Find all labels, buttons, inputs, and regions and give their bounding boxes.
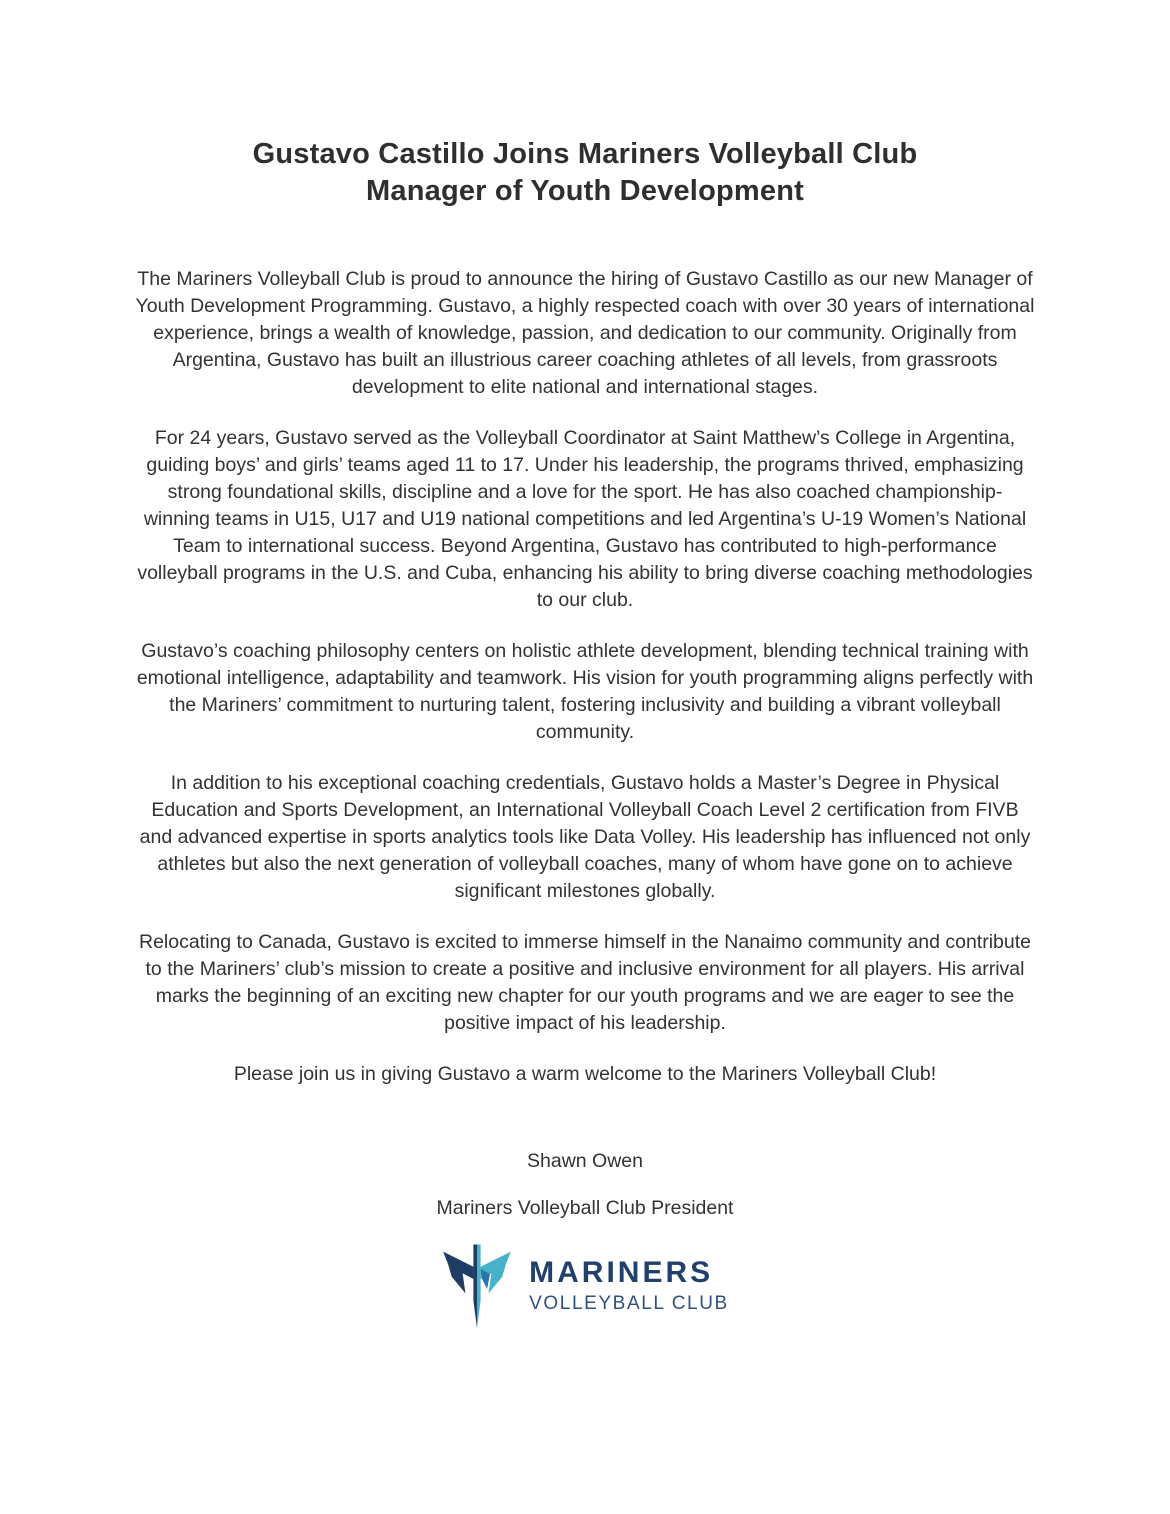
logo-subtitle: VOLLEYBALL CLUB (529, 1293, 729, 1314)
paragraph-credentials: In addition to his exceptional coaching credentials, Gustavo holds a Master’s Degree in Physical Education and Sports Development, an International Volleyball Coach Level 2 certification from FIVB and advanced expertise in sports analytics tools like Data Volley. His leadership has influenced not only athletes but also the next generation of volleyball coaches, many of whom have gone on to achieve significant milestones globally. (139, 772, 1031, 902)
logo-center-spike-left (474, 1244, 478, 1328)
title-line-1: Gustavo Castillo Joins Mariners Volleyball Club (252, 138, 918, 170)
club-logo (135, 1243, 1035, 1328)
paragraph-experience: For 24 years, Gustavo served as the Volleyball Coordinator at Saint Matthew’s College in Argentina, guiding boys’ and girls’ teams aged 11 to 17. Under his leadership, the programs thrived, emphasizing strong foundational skills, discipline and a love for the sport. He has also coached championship-winning teams in U15, U17 and U19 national competitions and led Argentina’s U-19 Women’s National Team to international success. Beyond Argentina, Gustavo has contributed to high-performance volleyball programs in the U.S. and Cuba, enhancing his ability to bring diverse coaching methodologies to our club. (137, 427, 1033, 611)
signature-name: Shawn Owen (527, 1150, 643, 1172)
logo-wordmark: MARINERS (529, 1256, 714, 1289)
document-title (135, 136, 1035, 210)
paragraph-intro: The Mariners Volleyball Club is proud to announce the hiring of Gustavo Castillo as our new Manager of Youth Development Programming. Gustavo, a highly respected coach with over 30 years of international experience, brings a wealth of knowledge, passion, and dedication to our community. Originally from Argentina, Gustavo has built an illustrious career coaching athletes of all levels, from grassroots development to elite national and international stages. (135, 268, 1035, 398)
trident-logo-icon (441, 1243, 513, 1328)
title-line-2: Manager of Youth Development (366, 175, 804, 207)
logo-text-block (529, 1258, 729, 1313)
document-page (135, 0, 1035, 1328)
paragraph-relocation: Relocating to Canada, Gustavo is excited to immerse himself in the Nanaimo community and contribute to the Mariners’ club’s mission to create a positive and inclusive environment for all players. His arrival marks the beginning of an exciting new chapter for our youth programs and we are eager to see the positive impact of his leadership. (138, 931, 1031, 1034)
paragraph-philosophy: Gustavo’s coaching philosophy centers on holistic athlete development, blending technical training with emotional intelligence, adaptability and teamwork. His vision for youth programming aligns perfectly with the Mariners’ commitment to nurturing talent, fostering inclusivity and building a vibrant volleyball community. (136, 640, 1034, 743)
logo-left-wing (443, 1252, 473, 1294)
logo-center-spike-right (477, 1244, 481, 1328)
signature-role: Mariners Volleyball Club President (436, 1197, 734, 1219)
paragraph-welcome: Please join us in giving Gustavo a warm welcome to the Mariners Volleyball Club! (233, 1063, 937, 1085)
